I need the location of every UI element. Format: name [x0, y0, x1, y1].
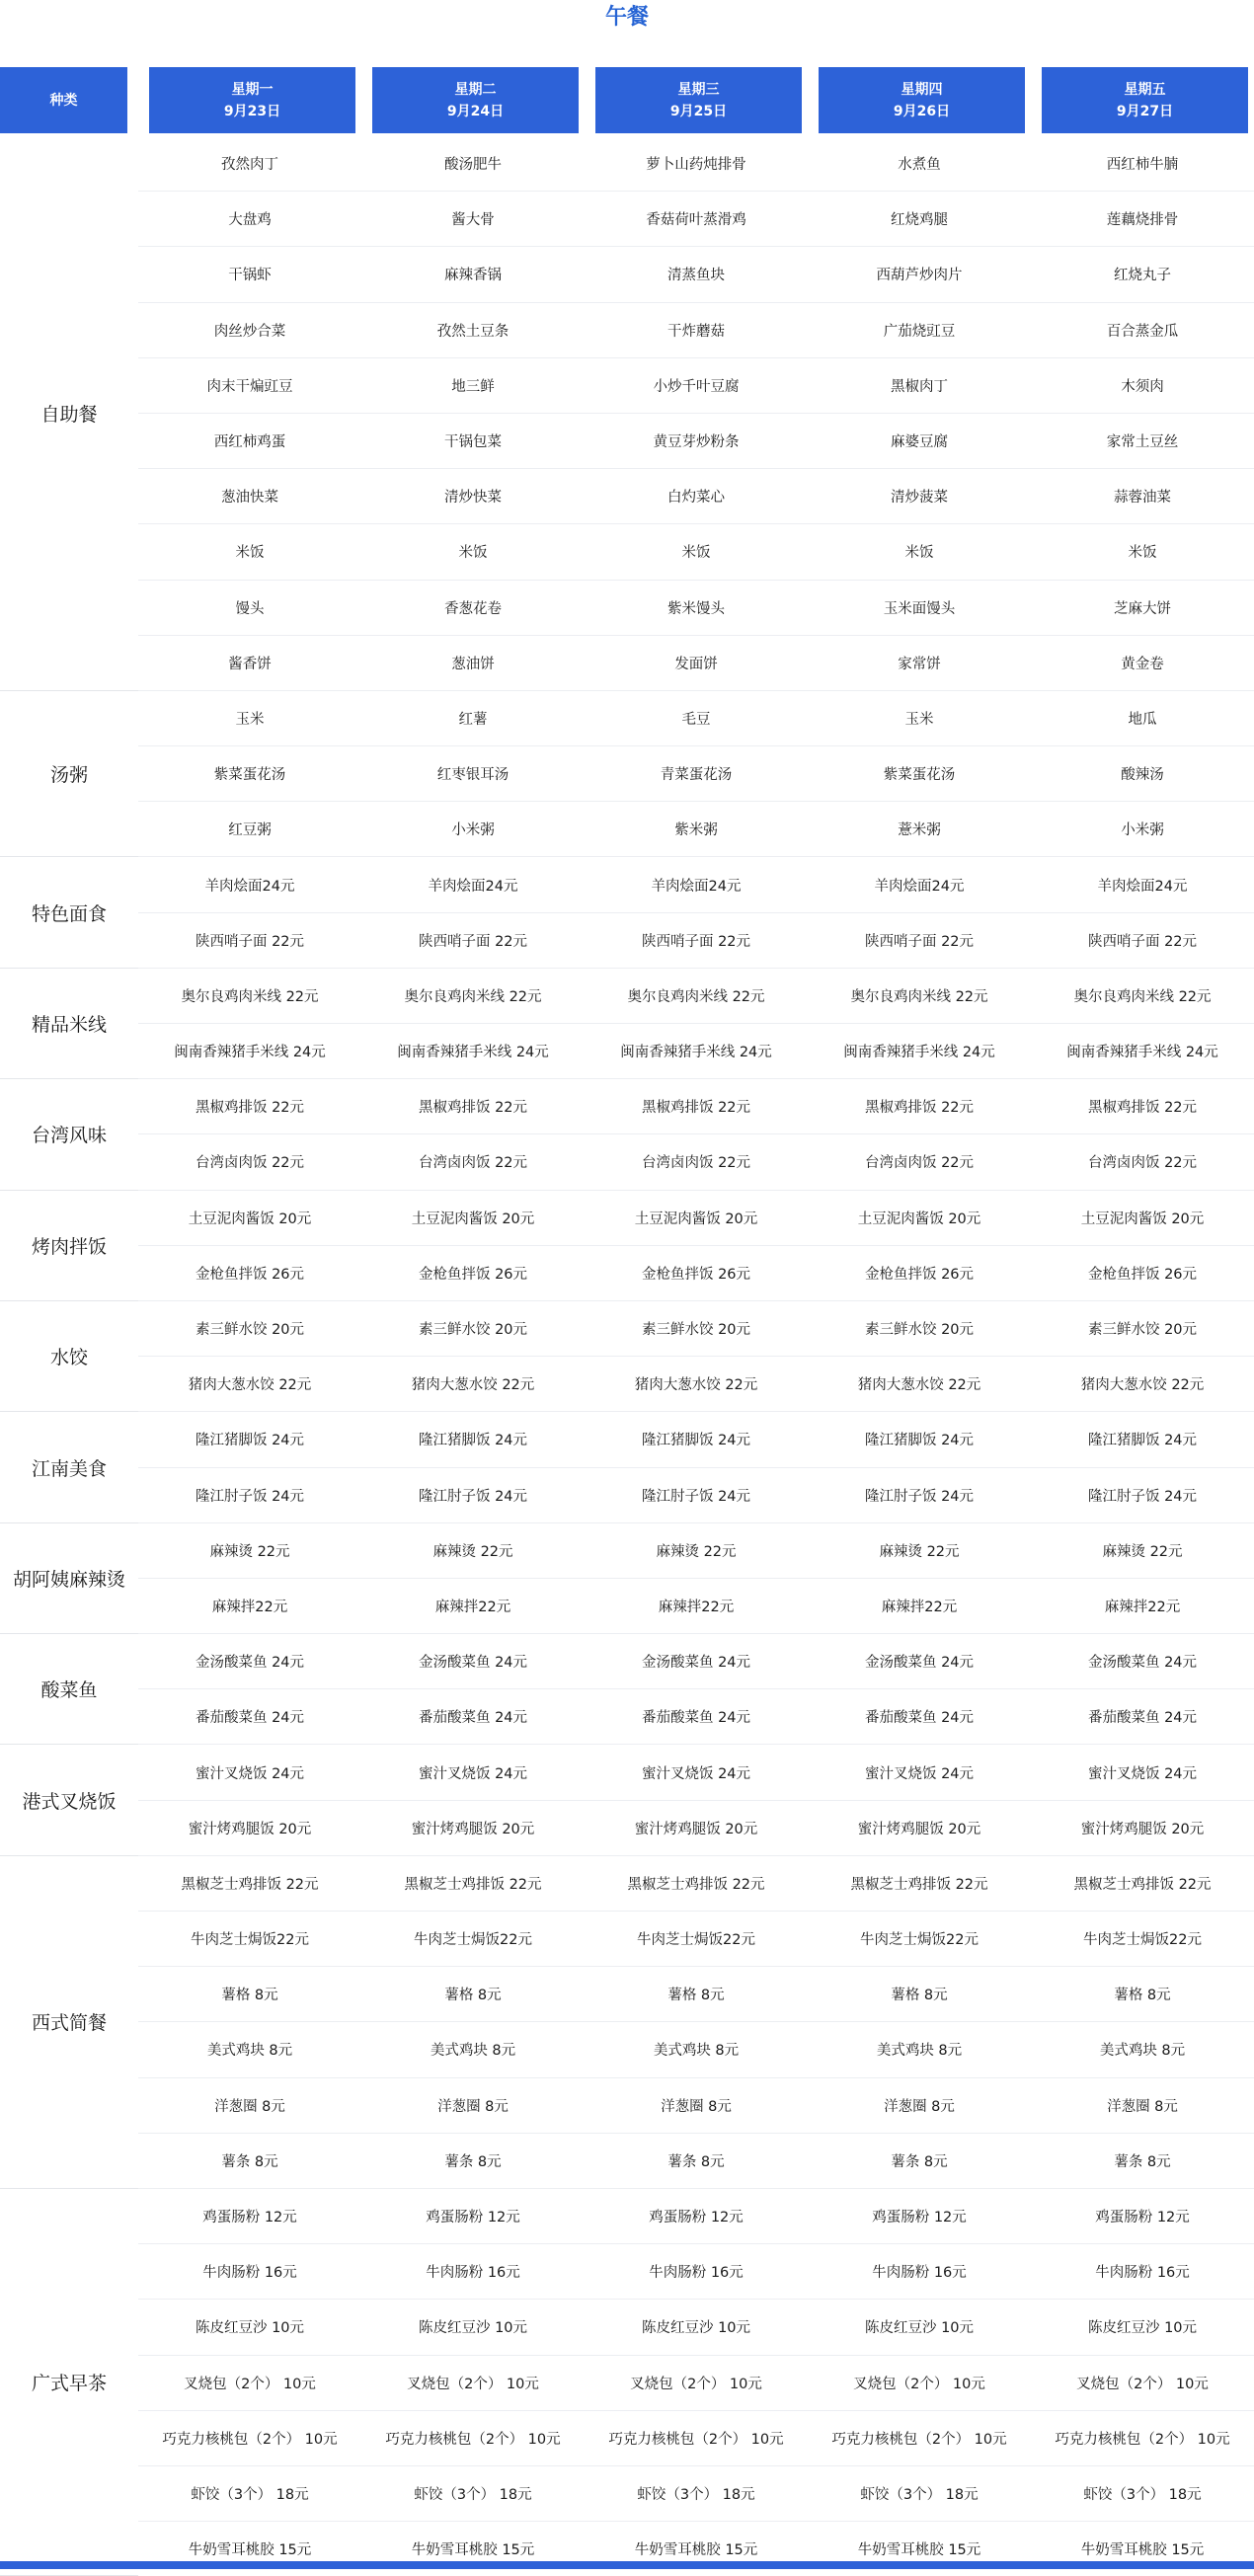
dish-cell: 酸辣汤	[1031, 746, 1254, 802]
table-row	[0, 1912, 1254, 1967]
dish-cell: 牛肉芝士焗饭22元	[361, 1912, 585, 1967]
dish-cell: 紫米馒头	[585, 581, 808, 636]
dish-cell: 蜜汁叉烧饭 24元	[1031, 1745, 1254, 1800]
dish-cell: 巧克力核桃包（2个） 10元	[1031, 2411, 1254, 2466]
dish-cell: 隆江肘子饭 24元	[138, 1468, 361, 1523]
dish-cell: 牛肉芝士焗饭22元	[138, 1912, 361, 1967]
dish-cell: 牛奶雪耳桃胶 15元	[411, 2542, 535, 2559]
dish-cell: 闽南香辣猪手米线 24元	[138, 1024, 361, 1079]
table-row	[0, 2078, 1254, 2134]
lunch-menu-table	[0, 67, 1254, 2576]
table-row	[0, 746, 1254, 802]
dish-cell: 薯条 8元	[1031, 2134, 1254, 2189]
dish-cell: 番茄酸菜鱼 24元	[361, 1689, 585, 1745]
dish-cell: 麻辣烫 22元	[808, 1523, 1031, 1579]
dish-cell: 隆江猪脚饭 24元	[808, 1412, 1031, 1467]
dish-cell: 发面饼	[585, 636, 808, 691]
dish-cell: 薯条 8元	[138, 2134, 361, 2189]
dish-cell: 家常土豆丝	[1031, 414, 1254, 469]
table-row	[0, 2411, 1254, 2466]
dish-cell: 金汤酸菜鱼 24元	[1031, 1634, 1254, 1689]
header-date: 9月24日	[446, 103, 505, 119]
dish-cell: 米饭	[138, 524, 361, 580]
dish-cell: 香菇荷叶蒸滑鸡	[585, 192, 808, 247]
dish-cell: 肉末干煸豇豆	[138, 358, 361, 414]
dish-cell: 米饭	[1031, 524, 1254, 580]
dish-cell: 金汤酸菜鱼 24元	[585, 1634, 808, 1689]
dish-cell: 台湾卤肉饭 22元	[585, 1134, 808, 1190]
dish-cell: 叉烧包（2个） 10元	[585, 2356, 808, 2411]
dish-cell: 干锅包菜	[361, 414, 585, 469]
dish-cell: 奥尔良鸡肉米线 22元	[361, 969, 585, 1024]
dish-cell: 小米粥	[1031, 802, 1254, 857]
dish-cell: 猪肉大葱水饺 22元	[138, 1357, 361, 1412]
category-label: 精品米线	[0, 969, 138, 1079]
dish-cell: 西红柿牛腩	[1031, 136, 1254, 192]
dish-cell: 猪肉大葱水饺 22元	[361, 1357, 585, 1412]
dish-cell: 金枪鱼拌饭 26元	[585, 1246, 808, 1301]
table-row	[0, 1468, 1254, 1523]
dish-cell: 鸡蛋肠粉 12元	[1031, 2189, 1254, 2244]
dish-cell: 葱油饼	[361, 636, 585, 691]
dish-cell: 隆江肘子饭 24元	[585, 1468, 808, 1523]
table-row	[0, 414, 1254, 469]
dish-cell: 金汤酸菜鱼 24元	[138, 1634, 361, 1689]
table-row	[0, 969, 1254, 1024]
dish-cell: 蜜汁烤鸡腿饭 20元	[138, 1801, 361, 1856]
dish-cell: 紫菜蛋花汤	[138, 746, 361, 802]
category-label: 台湾风味	[0, 1079, 138, 1190]
table-row	[0, 1301, 1254, 1357]
dish-cell: 蜜汁叉烧饭 24元	[585, 1745, 808, 1800]
dish-cell: 玉米	[138, 691, 361, 746]
dish-cell: 紫米粥	[585, 802, 808, 857]
table-row	[0, 469, 1254, 524]
dish-cell: 陕西哨子面 22元	[585, 913, 808, 969]
dish-cell: 番茄酸菜鱼 24元	[585, 1689, 808, 1745]
table-row	[0, 303, 1254, 358]
dish-cell: 土豆泥肉酱饭 20元	[138, 1191, 361, 1246]
dish-cell: 黑椒芝士鸡排饭 22元	[1031, 1856, 1254, 1912]
page-title: 午餐	[604, 5, 649, 30]
dish-cell: 土豆泥肉酱饭 20元	[585, 1191, 808, 1246]
dish-cell: 陈皮红豆沙 10元	[361, 2300, 585, 2355]
dish-cell: 牛肉肠粉 16元	[585, 2244, 808, 2300]
table-row	[0, 857, 1254, 912]
table-row	[0, 2244, 1254, 2300]
dish-cell: 洋葱圈 8元	[1031, 2078, 1254, 2134]
category-label: 烤肉拌饭	[0, 1191, 138, 1301]
dish-cell: 巧克力核桃包（2个） 10元	[585, 2411, 808, 2466]
dish-cell: 麻婆豆腐	[808, 414, 1031, 469]
dish-cell: 白灼菜心	[585, 469, 808, 524]
table-row	[0, 1801, 1254, 1856]
dish-cell: 闽南香辣猪手米线 24元	[585, 1024, 808, 1079]
dish-cell: 台湾卤肉饭 22元	[1031, 1134, 1254, 1190]
dish-cell: 米饭	[808, 524, 1031, 580]
dish-cell: 玉米面馒头	[808, 581, 1031, 636]
dish-cell: 巧克力核桃包（2个） 10元	[808, 2411, 1031, 2466]
dish-cell: 蒜蓉油菜	[1031, 469, 1254, 524]
table-row	[0, 2189, 1254, 2244]
header-row	[0, 67, 1254, 136]
dish-cell: 金枪鱼拌饭 26元	[808, 1246, 1031, 1301]
table-row	[0, 1579, 1254, 1634]
dish-cell: 金汤酸菜鱼 24元	[808, 1634, 1031, 1689]
menu-body	[0, 136, 1254, 2576]
dish-cell: 羊肉烩面24元	[808, 857, 1031, 912]
table-row	[0, 192, 1254, 247]
table-row	[0, 802, 1254, 857]
dish-cell: 牛奶雪耳桃胶 15元	[857, 2542, 981, 2559]
dish-cell: 台湾卤肉饭 22元	[808, 1134, 1031, 1190]
dish-cell: 素三鲜水饺 20元	[361, 1301, 585, 1357]
dish-cell: 猪肉大葱水饺 22元	[585, 1357, 808, 1412]
dish-cell: 蜜汁烤鸡腿饭 20元	[361, 1801, 585, 1856]
dish-cell: 素三鲜水饺 20元	[585, 1301, 808, 1357]
dish-cell: 叉烧包（2个） 10元	[361, 2356, 585, 2411]
table-row	[0, 913, 1254, 969]
table-row	[0, 636, 1254, 691]
dish-cell: 酱香饼	[138, 636, 361, 691]
header-weekday: 星期五	[1124, 81, 1166, 98]
dish-cell: 素三鲜水饺 20元	[1031, 1301, 1254, 1357]
dish-cell: 鸡蛋肠粉 12元	[138, 2189, 361, 2244]
dish-cell: 西葫芦炒肉片	[808, 247, 1031, 302]
table-row	[0, 2466, 1254, 2522]
dish-cell: 薯格 8元	[1031, 1967, 1254, 2022]
dish-cell: 水煮鱼	[808, 136, 1031, 192]
table-row	[0, 2134, 1254, 2189]
dish-cell: 牛肉芝士焗饭22元	[808, 1912, 1031, 1967]
dish-cell: 陕西哨子面 22元	[1031, 913, 1254, 969]
table-row	[0, 1412, 1254, 1467]
dish-cell: 红薯	[361, 691, 585, 746]
table-row	[0, 358, 1254, 414]
table-row	[0, 1134, 1254, 1190]
dish-cell: 黄金卷	[1031, 636, 1254, 691]
dish-cell: 红枣银耳汤	[361, 746, 585, 802]
table-row	[0, 1079, 1254, 1134]
dish-cell: 薯格 8元	[585, 1967, 808, 2022]
dish-cell: 洋葱圈 8元	[808, 2078, 1031, 2134]
dish-cell: 麻辣烫 22元	[138, 1523, 361, 1579]
dish-cell: 木须肉	[1031, 358, 1254, 414]
dish-cell: 洋葱圈 8元	[138, 2078, 361, 2134]
dish-cell: 牛肉肠粉 16元	[361, 2244, 585, 2300]
category-label: 港式叉烧饭	[0, 1745, 138, 1855]
header-day-mon	[138, 67, 361, 136]
dish-cell: 地三鲜	[361, 358, 585, 414]
dish-cell: 虾饺（3个） 18元	[585, 2466, 808, 2522]
category-label: 特色面食	[0, 857, 138, 968]
dish-cell: 薯格 8元	[808, 1967, 1031, 2022]
dish-cell: 孜然土豆条	[361, 303, 585, 358]
dish-cell: 番茄酸菜鱼 24元	[808, 1689, 1031, 1745]
dish-cell: 米饭	[361, 524, 585, 580]
dish-cell: 牛奶雪耳桃胶 15元	[1080, 2542, 1205, 2559]
dish-cell: 隆江肘子饭 24元	[808, 1468, 1031, 1523]
dish-cell: 薏米粥	[808, 802, 1031, 857]
header-day-wed	[585, 67, 808, 136]
dish-cell: 蜜汁叉烧饭 24元	[138, 1745, 361, 1800]
dish-cell: 葱油快菜	[138, 469, 361, 524]
table-row	[0, 2300, 1254, 2355]
dish-cell: 美式鸡块 8元	[585, 2022, 808, 2077]
dish-cell: 闽南香辣猪手米线 24元	[1031, 1024, 1254, 1079]
category-label: 汤粥	[0, 691, 138, 858]
dish-cell: 猪肉大葱水饺 22元	[1031, 1357, 1254, 1412]
dish-cell: 番茄酸菜鱼 24元	[1031, 1689, 1254, 1745]
dish-cell: 麻辣拌22元	[1031, 1579, 1254, 1634]
dish-cell: 毛豆	[585, 691, 808, 746]
dish-cell: 薯条 8元	[585, 2134, 808, 2189]
dish-cell: 奥尔良鸡肉米线 22元	[138, 969, 361, 1024]
dish-cell: 陈皮红豆沙 10元	[1031, 2300, 1254, 2355]
header-date: 9月26日	[893, 103, 951, 119]
dish-cell: 陈皮红豆沙 10元	[585, 2300, 808, 2355]
dish-cell: 馒头	[138, 581, 361, 636]
dish-cell: 清蒸鱼块	[585, 247, 808, 302]
dish-cell: 黑椒鸡排饭 22元	[138, 1079, 361, 1134]
dish-cell: 芝麻大饼	[1031, 581, 1254, 636]
dish-cell: 叉烧包（2个） 10元	[138, 2356, 361, 2411]
dish-cell: 隆江猪脚饭 24元	[1031, 1412, 1254, 1467]
dish-cell: 黑椒肉丁	[808, 358, 1031, 414]
dish-cell: 牛肉芝士焗饭22元	[585, 1912, 808, 1967]
header-day-tue	[361, 67, 585, 136]
dish-cell: 香葱花卷	[361, 581, 585, 636]
dish-cell: 黑椒芝士鸡排饭 22元	[585, 1856, 808, 1912]
table-row	[0, 1634, 1254, 1689]
dish-cell: 青菜蛋花汤	[585, 746, 808, 802]
dish-cell: 黑椒芝士鸡排饭 22元	[138, 1856, 361, 1912]
dish-cell: 牛肉肠粉 16元	[808, 2244, 1031, 2300]
header-weekday: 星期一	[231, 81, 274, 98]
dish-cell: 土豆泥肉酱饭 20元	[808, 1191, 1031, 1246]
table-row	[0, 581, 1254, 636]
dish-cell: 素三鲜水饺 20元	[138, 1301, 361, 1357]
category-label: 西式简餐	[0, 1856, 138, 2189]
dish-cell: 金枪鱼拌饭 26元	[1031, 1246, 1254, 1301]
dish-cell: 隆江猪脚饭 24元	[361, 1412, 585, 1467]
dish-cell: 陈皮红豆沙 10元	[808, 2300, 1031, 2355]
dish-cell: 红豆粥	[138, 802, 361, 857]
dish-cell: 黑椒鸡排饭 22元	[1031, 1079, 1254, 1134]
header-date: 9月23日	[223, 103, 281, 119]
dish-cell: 玉米	[808, 691, 1031, 746]
dish-cell: 黑椒鸡排饭 22元	[585, 1079, 808, 1134]
dish-cell: 土豆泥肉酱饭 20元	[361, 1191, 585, 1246]
dish-cell: 土豆泥肉酱饭 20元	[1031, 1191, 1254, 1246]
dish-cell: 麻辣拌22元	[361, 1579, 585, 1634]
dish-cell: 台湾卤肉饭 22元	[138, 1134, 361, 1190]
dish-cell: 羊肉烩面24元	[585, 857, 808, 912]
dish-cell: 虾饺（3个） 18元	[808, 2466, 1031, 2522]
dish-cell: 黑椒鸡排饭 22元	[808, 1079, 1031, 1134]
dish-cell: 牛肉肠粉 16元	[1031, 2244, 1254, 2300]
dish-cell: 陈皮红豆沙 10元	[138, 2300, 361, 2355]
dish-cell: 羊肉烩面24元	[1031, 857, 1254, 912]
dish-cell: 牛奶雪耳桃胶 15元	[188, 2542, 312, 2559]
dish-cell: 薯条 8元	[808, 2134, 1031, 2189]
dish-cell: 干锅虾	[138, 247, 361, 302]
category-label: 自助餐	[0, 136, 138, 691]
dish-cell: 奥尔良鸡肉米线 22元	[1031, 969, 1254, 1024]
header-weekday: 星期三	[677, 81, 720, 98]
header-weekday: 星期二	[454, 81, 497, 98]
table-row	[0, 1024, 1254, 1079]
dish-cell: 陕西哨子面 22元	[138, 913, 361, 969]
table-row	[0, 1856, 1254, 1912]
dish-cell: 台湾卤肉饭 22元	[361, 1134, 585, 1190]
dish-cell: 黄豆芽炒粉条	[585, 414, 808, 469]
dish-cell: 麻辣烫 22元	[585, 1523, 808, 1579]
category-label: 水饺	[0, 1301, 138, 1412]
dish-cell: 隆江肘子饭 24元	[361, 1468, 585, 1523]
dish-cell: 米饭	[585, 524, 808, 580]
dish-cell: 叉烧包（2个） 10元	[1031, 2356, 1254, 2411]
dish-cell: 金汤酸菜鱼 24元	[361, 1634, 585, 1689]
dish-cell: 家常饼	[808, 636, 1031, 691]
table-row	[0, 2022, 1254, 2077]
dish-cell: 红烧丸子	[1031, 247, 1254, 302]
header-day-fri	[1031, 67, 1254, 136]
dish-cell: 清炒快菜	[361, 469, 585, 524]
dish-cell: 鸡蛋肠粉 12元	[808, 2189, 1031, 2244]
dish-cell: 洋葱圈 8元	[361, 2078, 585, 2134]
header-date: 9月27日	[1116, 103, 1174, 119]
dish-cell: 孜然肉丁	[138, 136, 361, 192]
dish-cell: 麻辣拌22元	[808, 1579, 1031, 1634]
dish-cell: 小米粥	[361, 802, 585, 857]
dish-cell: 百合蒸金瓜	[1031, 303, 1254, 358]
dish-cell: 蜜汁烤鸡腿饭 20元	[808, 1801, 1031, 1856]
dish-cell: 萝卜山药炖排骨	[585, 136, 808, 192]
dish-cell: 薯格 8元	[138, 1967, 361, 2022]
dish-cell: 陕西哨子面 22元	[361, 913, 585, 969]
header-date: 9月25日	[669, 103, 728, 119]
dish-cell: 美式鸡块 8元	[1031, 2022, 1254, 2077]
table-row	[0, 1523, 1254, 1579]
dish-cell: 麻辣拌22元	[138, 1579, 361, 1634]
dish-cell: 黑椒芝士鸡排饭 22元	[361, 1856, 585, 1912]
dish-cell: 闽南香辣猪手米线 24元	[361, 1024, 585, 1079]
dish-cell: 黑椒鸡排饭 22元	[361, 1079, 585, 1134]
table-row	[0, 1745, 1254, 1800]
dish-cell: 莲藕烧排骨	[1031, 192, 1254, 247]
dish-cell: 小炒千叶豆腐	[585, 358, 808, 414]
dish-cell: 隆江猪脚饭 24元	[138, 1412, 361, 1467]
dish-cell: 洋葱圈 8元	[585, 2078, 808, 2134]
dish-cell: 广茄烧豇豆	[808, 303, 1031, 358]
bottom-divider	[0, 2561, 1254, 2569]
dish-cell: 红烧鸡腿	[808, 192, 1031, 247]
dish-cell: 黑椒芝士鸡排饭 22元	[808, 1856, 1031, 1912]
dish-cell: 清炒菠菜	[808, 469, 1031, 524]
header-day-thu	[808, 67, 1031, 136]
table-row	[0, 1689, 1254, 1745]
dish-cell: 隆江猪脚饭 24元	[585, 1412, 808, 1467]
dish-cell: 陕西哨子面 22元	[808, 913, 1031, 969]
table-row	[0, 247, 1254, 302]
dish-cell: 麻辣烫 22元	[361, 1523, 585, 1579]
dish-cell: 金枪鱼拌饭 26元	[361, 1246, 585, 1301]
dish-cell: 叉烧包（2个） 10元	[808, 2356, 1031, 2411]
dish-cell: 猪肉大葱水饺 22元	[808, 1357, 1031, 1412]
dish-cell: 虾饺（3个） 18元	[361, 2466, 585, 2522]
dish-cell: 素三鲜水饺 20元	[808, 1301, 1031, 1357]
dish-cell: 蜜汁叉烧饭 24元	[361, 1745, 585, 1800]
dish-cell: 蜜汁烤鸡腿饭 20元	[1031, 1801, 1254, 1856]
dish-cell: 西红柿鸡蛋	[138, 414, 361, 469]
dish-cell: 羊肉烩面24元	[361, 857, 585, 912]
dish-cell: 蜜汁叉烧饭 24元	[808, 1745, 1031, 1800]
dish-cell: 肉丝炒合菜	[138, 303, 361, 358]
table-row	[0, 524, 1254, 580]
dish-cell: 巧克力核桃包（2个） 10元	[138, 2411, 361, 2466]
dish-cell: 奥尔良鸡肉米线 22元	[585, 969, 808, 1024]
dish-cell: 薯条 8元	[361, 2134, 585, 2189]
table-row	[0, 136, 1254, 192]
dish-cell: 牛肉肠粉 16元	[138, 2244, 361, 2300]
dish-cell: 羊肉烩面24元	[138, 857, 361, 912]
dish-cell: 薯格 8元	[361, 1967, 585, 2022]
dish-cell: 麻辣烫 22元	[1031, 1523, 1254, 1579]
dish-cell: 奥尔良鸡肉米线 22元	[808, 969, 1031, 1024]
table-row	[0, 1357, 1254, 1412]
table-row	[0, 1246, 1254, 1301]
category-label: 胡阿姨麻辣烫	[0, 1523, 138, 1634]
dish-cell: 紫菜蛋花汤	[808, 746, 1031, 802]
category-label: 广式早茶	[0, 2189, 138, 2576]
dish-cell: 鸡蛋肠粉 12元	[585, 2189, 808, 2244]
dish-cell: 干炸蘑菇	[585, 303, 808, 358]
dish-cell: 地瓜	[1031, 691, 1254, 746]
dish-cell: 美式鸡块 8元	[808, 2022, 1031, 2077]
table-row	[0, 1191, 1254, 1246]
header-type-label: 种类	[49, 92, 78, 109]
table-row	[0, 1967, 1254, 2022]
category-label: 酸菜鱼	[0, 1634, 138, 1745]
dish-cell: 番茄酸菜鱼 24元	[138, 1689, 361, 1745]
table-row	[0, 2356, 1254, 2411]
dish-cell: 巧克力核桃包（2个） 10元	[361, 2411, 585, 2466]
dish-cell: 金枪鱼拌饭 26元	[138, 1246, 361, 1301]
dish-cell: 美式鸡块 8元	[138, 2022, 361, 2077]
dish-cell: 蜜汁烤鸡腿饭 20元	[585, 1801, 808, 1856]
dish-cell: 麻辣香锅	[361, 247, 585, 302]
dish-cell: 鸡蛋肠粉 12元	[361, 2189, 585, 2244]
dish-cell: 闽南香辣猪手米线 24元	[808, 1024, 1031, 1079]
dish-cell: 牛肉芝士焗饭22元	[1031, 1912, 1254, 1967]
dish-cell: 虾饺（3个） 18元	[1031, 2466, 1254, 2522]
dish-cell: 酸汤肥牛	[361, 136, 585, 192]
dish-cell: 美式鸡块 8元	[361, 2022, 585, 2077]
dish-cell: 虾饺（3个） 18元	[138, 2466, 361, 2522]
dish-cell: 牛奶雪耳桃胶 15元	[634, 2542, 758, 2559]
dish-cell: 隆江肘子饭 24元	[1031, 1468, 1254, 1523]
table-row	[0, 691, 1254, 746]
header-type-cell	[0, 67, 138, 136]
dish-cell: 麻辣拌22元	[585, 1579, 808, 1634]
dish-cell: 酱大骨	[361, 192, 585, 247]
category-label: 江南美食	[0, 1412, 138, 1522]
dish-cell: 大盘鸡	[138, 192, 361, 247]
header-weekday: 星期四	[901, 81, 943, 98]
